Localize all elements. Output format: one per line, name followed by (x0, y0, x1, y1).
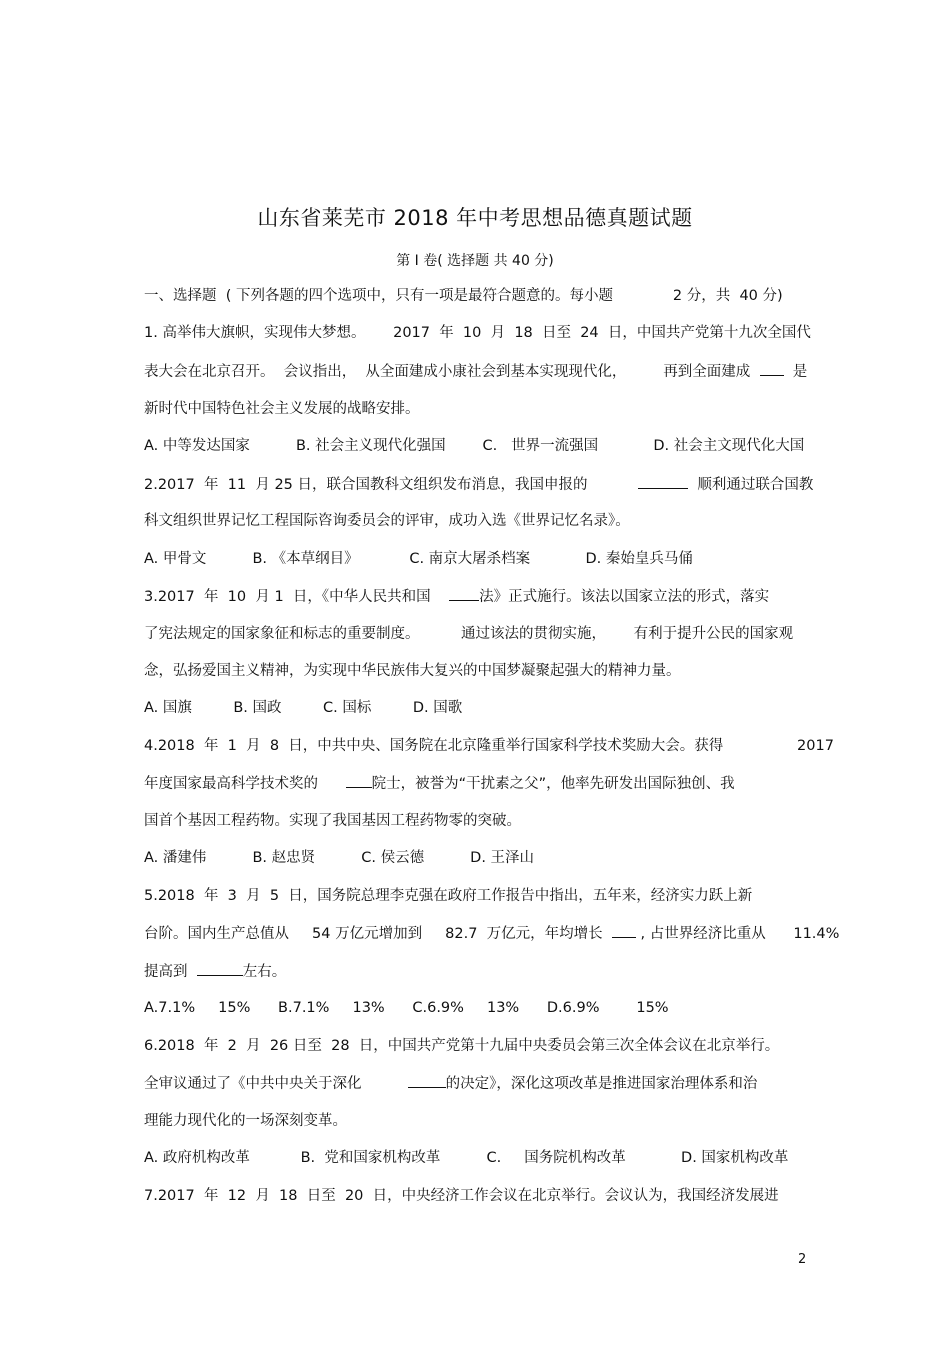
question-1-line-3: 新时代中国特色社会主义发展的战略安排。 (144, 401, 420, 417)
exam-section-heading: 第 I 卷( 选择题 共 40 分) (396, 253, 554, 269)
question-4-line-3: 国首个基因工程药物。实现了我国基因工程药物零的突破。 (144, 813, 521, 829)
question-2-line-1 (144, 474, 813, 495)
question-5-text-c: 提高到 (144, 964, 197, 980)
question-5-text-d: 左右。 (242, 964, 287, 980)
question-3-line-3: 念，弘扬爱国主义精神，为实现中华民族伟大复兴的中国梦凝聚起强大的精神力量。 (144, 663, 681, 679)
section-instructions: 一、选择题 ( 下列各题的四个选项中，只有一项是最符合题意的。每小题 2 分，共 40 分) (144, 288, 783, 304)
question-1-line-2 (144, 361, 807, 382)
question-5-text-b: , 占世界经济比重从 11.4% (635, 926, 840, 942)
question-6-line-1: 6.2018 年 2 月 26 日至 28 日，中国共产党第十九届中央委员会第三次全体会议在北京举行。 (144, 1038, 780, 1054)
answer-blank (197, 961, 243, 976)
answer-blank (449, 586, 479, 601)
question-5-line-1: 5.2018 年 3 月 5 日，国务院总理李克强在政府工作报告中指出，五年来，经济实力跃上新 (144, 888, 753, 904)
question-1-text-b: 是 (783, 364, 808, 380)
question-2-options: A. 甲骨文 B. 《本草纲目》 C. 南京大屠杀档案 D. 秦始皇兵马俑 (144, 551, 693, 567)
question-1-line-1: 1. 高举伟大旗帜，实现伟大梦想。 2017 年 10 月 18 日至 24 日，中国共产党第十九次全国代 (144, 325, 811, 341)
question-2-text-a: 2.2017 年 11 月 25 日，联合国教科文组织发布消息，我国申报的 (144, 477, 639, 493)
question-1-options: A. 中等发达国家 B. 社会主义现代化强国 C. 世界一流强国 D. 社会主文现代化大国 (144, 438, 805, 454)
question-4-line-1: 4.2018 年 1 月 8 日，中共中央、国务院在北京隆重举行国家科学技术奖励大会。获得 2017 (144, 738, 834, 754)
answer-blank (408, 1073, 446, 1088)
question-7-line-1: 7.2017 年 12 月 18 日至 20 日，中央经济工作会议在北京举行。会议认为，我国经济发展进 (144, 1188, 779, 1204)
question-3-text-a: 3.2017 年 10 月 1 日，《中华人民共和国 (144, 589, 450, 605)
question-6-line-3: 理能力现代化的一场深刻变革。 (144, 1113, 347, 1129)
question-6-line-2 (144, 1073, 757, 1094)
question-4-options: A. 潘建伟 B. 赵忠贤 C. 侯云德 D. 王泽山 (144, 850, 535, 866)
question-3-line-2: 了宪法规定的国家象征和标志的重要制度。 通过该法的贯彻实施， 有利于提升公民的国家观 (144, 626, 794, 642)
answer-blank (612, 923, 636, 938)
answer-blank (346, 773, 372, 788)
question-6-text-a: 全审议通过了《中共中央关于深化 (144, 1076, 408, 1092)
exam-title: 山东省莱芜市 2018 年中考思想品德真题试题 (257, 206, 693, 230)
question-2-text-b: 顺利通过联合国教 (688, 477, 814, 493)
answer-blank (760, 361, 784, 376)
question-5-line-2 (144, 923, 839, 944)
question-5-line-3 (144, 961, 286, 982)
question-2-line-2: 科文组织世界记忆工程国际咨询委员会的评审，成功入选《世界记忆名录》。 (144, 513, 630, 529)
question-1-text-a: 表大会在北京召开。 会议指出， 从全面建成小康社会到基本实现现代化， 再到全面建成 (144, 364, 760, 380)
question-3-options: A. 国旗 B. 国政 C. 国标 D. 国歌 (144, 700, 463, 716)
question-6-options: A. 政府机构改革 B. 党和国家机构改革 C. 国务院机构改革 D. 国家机构改革 (144, 1150, 789, 1166)
page-number: 2 (798, 1252, 807, 1267)
question-6-text-b: 的决定》，深化这项改革是推进国家治理体系和治 (445, 1076, 758, 1092)
question-4-text-a: 年度国家最高科学技术奖的 (144, 776, 346, 792)
question-3-text-b: 法》正式施行。该法以国家立法的形式，落实 (479, 589, 770, 605)
question-4-line-2 (144, 773, 735, 794)
answer-blank (638, 474, 688, 489)
question-5-options: A.7.1% 15% B.7.1% 13% C.6.9% 13% D.6.9% 15% (144, 1000, 669, 1016)
question-4-text-b: 院士，被誉为“干扰素之父”，他率先研发出国际独创、我 (371, 776, 735, 792)
question-3-line-1 (144, 586, 769, 607)
question-5-text-a: 台阶。国内生产总值从 54 万亿元增加到 82.7 万亿元，年均增长 (144, 926, 612, 942)
